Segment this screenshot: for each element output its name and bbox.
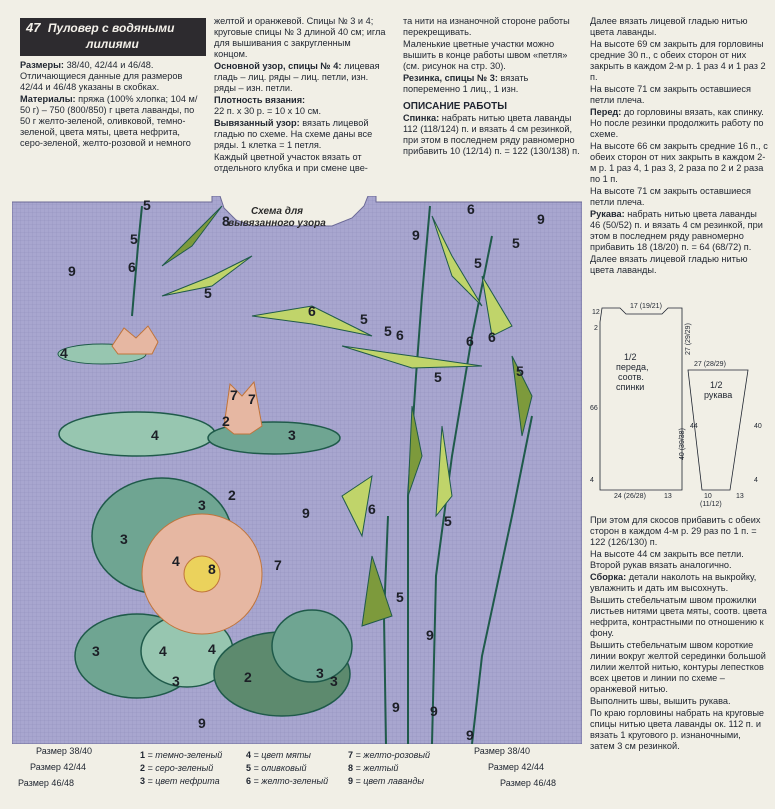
legend-number: 1 [140, 750, 146, 760]
dim-40-39: 40 (39/38) [679, 428, 686, 460]
chart-color-label: 9 [392, 699, 400, 715]
chart-color-label: 3 [198, 497, 206, 513]
legend-number: 4 [246, 750, 252, 760]
col4-p6: Далее вязать лицевой гладью нитью цвета лаванды. [590, 254, 748, 275]
leaf-shape [272, 610, 352, 682]
chart-color-label: 5 [434, 369, 442, 385]
chart-color-label: 9 [412, 227, 420, 243]
chart-color-label: 4 [159, 643, 167, 659]
legend-item [246, 776, 328, 787]
legend-item [348, 776, 424, 787]
big-lily [142, 514, 262, 634]
legend-item [348, 750, 430, 761]
legend-number: 5 [246, 763, 252, 773]
chart-color-label: 9 [198, 715, 206, 731]
leaf-shape [59, 412, 215, 456]
front-half-label [616, 352, 651, 392]
chart-color-label: 4 [60, 345, 68, 361]
pattern-title-line1: Пуловер с водяными [47, 21, 175, 35]
size-marker-left-3: Размер 46/48 [18, 778, 74, 788]
chart-color-label: 6 [368, 501, 376, 517]
front-label-2: переда, [616, 362, 649, 372]
chart-color-label: 7 [230, 387, 238, 403]
knitting-chart [12, 196, 582, 744]
text-column-4b [590, 515, 768, 753]
col3-p1: та нити на изнаночной стороне работы перекрещивать. [403, 16, 570, 37]
back-label: Спинка: [403, 113, 440, 123]
chart-color-label: 6 [396, 327, 404, 343]
text-column-3 [403, 16, 581, 158]
col4-p3: На высоте 71 см закрыть оставшиеся петли плеча. [590, 84, 751, 105]
legend-number: 3 [140, 776, 146, 786]
chart-color-label: 9 [302, 505, 310, 521]
chart-color-label: 5 [360, 311, 368, 327]
pattern-title-line2: лилиями [86, 37, 139, 51]
sizes-label: Размеры: [20, 60, 64, 70]
chart-color-label: 4 [208, 641, 216, 657]
chart-color-label: 5 [396, 589, 404, 605]
schematic-svg [590, 300, 768, 510]
dim-13b: 13 [736, 493, 744, 500]
knit-pattern-label: Вывязанный узор: [214, 118, 300, 128]
chart-color-label: 5 [444, 513, 452, 529]
dim-11-12: (11/12) [700, 501, 722, 508]
chart-color-label: 2 [244, 669, 252, 685]
legend-item [140, 763, 213, 774]
chart-color-label: 9 [426, 627, 434, 643]
chart-color-label: 5 [474, 255, 482, 271]
col4-p4: На высоте 66 см закрыть средние 16 п., с обеих сторон от них закрыть в каждом 2-м р. 1 раз 4, 1 раз 3, 2 раза по 2 и 2 раза по 1 п. [590, 141, 768, 184]
dim-4b: 4 [754, 477, 758, 484]
chart-color-label: 9 [430, 703, 438, 719]
chart-color-label: 3 [120, 531, 128, 547]
sizes-text: 38/40, 42/44 и 46/48. Отличающиеся данные для размеров 42/44 и 46/48 указаны в скобках. [20, 60, 183, 92]
legend-item [140, 750, 222, 761]
legend-number: 7 [348, 750, 354, 760]
col3-p2: Маленькие цветные участки можно вышить в конце работы швом «петля» (см. рисунок на стр. 30). [403, 39, 568, 71]
chart-color-label: 3 [330, 673, 338, 689]
col4b-p5: Выполнить швы, вышить рукава. [590, 696, 731, 706]
col4b-p4: Вышить стебельчатым швом короткие линии вокруг желтой серединки большой лилии желтой нитью, контуры лепестков всех цветов и линии по схеме – оранжевой нитью. [590, 640, 766, 694]
dim-66: 66 [590, 405, 598, 412]
dim-12: 12 [592, 309, 600, 316]
legend-number: 9 [348, 776, 354, 786]
rib-text: вязать попеременно 1 лиц., 1 изн. [403, 73, 529, 94]
col2-p1: желтой и оранжевой. Спицы № 3 и 4; круговые спицы № 3 длиной 40 см; игла для вышивания с закругленным концом. [214, 16, 386, 59]
col4b-p6: По краю горловины набрать на круговые спицы нитью цвета лаванды ок. 112 п. и вязать 1 кругового р. изнаночными, затем 3 см резинкой. [590, 708, 765, 751]
density-label: Плотность вязания: [214, 95, 306, 105]
chart-color-label: 6 [488, 329, 496, 345]
legend-text: = цвет лаванды [355, 776, 424, 786]
dim-24: 24 (26/28) [614, 493, 646, 500]
legend-text: = цвет мяты [253, 750, 311, 760]
front-text: до горловины вязать, как спинку. Но после резинки продолжить работу по схеме. [590, 107, 764, 139]
chart-color-label: 7 [274, 557, 282, 573]
chart-color-label: 2 [222, 413, 230, 429]
dim-10: 10 [704, 493, 712, 500]
legend-item [246, 763, 306, 774]
chart-color-label: 5 [130, 231, 138, 247]
chart-title: Схема для вывязанного узора [228, 206, 326, 229]
legend-text: = оливковый [253, 763, 307, 773]
dim-17: 17 (19/21) [630, 303, 662, 310]
chart-color-label: 6 [466, 333, 474, 349]
description-heading: ОПИСАНИЕ РАБОТЫ [403, 101, 508, 112]
dim-27a: 27 (29/29) [685, 323, 692, 355]
front-label: Перед: [590, 107, 622, 117]
chart-svg [12, 196, 582, 744]
chart-color-label: 5 [384, 323, 392, 339]
legend-number: 6 [246, 776, 252, 786]
legend-number: 2 [140, 763, 146, 773]
dim-13a: 13 [664, 493, 672, 500]
chart-color-label: 3 [288, 427, 296, 443]
back-text: набрать нитью цвета лаванды 112 (118/124) п. и вязать 4 см резинкой, при этом в последнем ряду равномерно прибавить 10 (12/14) п. = 122 (130/138) п. [403, 113, 580, 156]
text-column-1 [20, 60, 204, 150]
chart-color-label: 6 [128, 259, 136, 275]
legend-text: = желто-зеленый [253, 776, 329, 786]
legend-item [246, 750, 311, 761]
chart-color-label: 5 [512, 235, 520, 251]
sleeve-label-1: 1/2 [710, 380, 723, 390]
chart-color-label: 9 [68, 263, 76, 279]
dim-2: 2 [594, 325, 598, 332]
legend-number: 8 [348, 763, 354, 773]
chart-color-label: 3 [172, 673, 180, 689]
legend-text: = желто-розовый [355, 750, 430, 760]
legend-item [348, 763, 398, 774]
size-marker-right-2: Размер 42/44 [488, 762, 544, 772]
col4b-p2: На высоте 44 см закрыть все петли. Второй рукав вязать аналогично. [590, 549, 744, 570]
materials-label: Материалы: [20, 94, 76, 104]
legend-text: = серо-зеленый [147, 763, 214, 773]
chart-color-label: 5 [516, 363, 524, 379]
chart-color-label: 6 [308, 303, 316, 319]
size-marker-right-1: Размер 38/40 [474, 746, 530, 756]
dim-40: 40 [754, 423, 762, 430]
chart-color-label: 7 [248, 391, 256, 407]
chart-color-label: 2 [228, 487, 236, 503]
front-label-4: спинки [616, 382, 645, 392]
size-marker-right-3: Размер 46/48 [500, 778, 556, 788]
col4b-p3: Вышить стебельчатым швом прожилки листьев нитями цвета мяты, соотв. цвета нефрита, контрастными по отношению к фону. [590, 595, 767, 638]
chart-color-label: 8 [222, 213, 230, 229]
legend-text: = темно-зеленый [147, 750, 223, 760]
main-pattern-text: лицевая гладь – лиц. ряды – лиц. петли, изн. ряды – изн. петли. [214, 61, 380, 93]
chart-color-label: 9 [537, 211, 545, 227]
col4-p5: На высоте 71 см закрыть оставшиеся петли плеча. [590, 186, 751, 207]
assembly-label: Сборка: [590, 572, 627, 582]
sleeve-half-label [704, 380, 732, 400]
chart-color-label: 4 [172, 553, 180, 569]
dim-4a: 4 [590, 477, 594, 484]
size-marker-left-1: Размер 38/40 [36, 746, 92, 756]
col4-p2: На высоте 69 см закрыть для горловины средние 30 п., с обеих сторон от них закрыть в каждом 2-м р. 1 раз 4 и 1 раз 2 п. [590, 39, 766, 82]
chart-color-label: 3 [92, 643, 100, 659]
dim-27b: 27 (28/29) [694, 361, 726, 368]
materials-text: пряжа (100% хлопка; 104 м/ 50 г) – 750 (800/850) г цвета лаванды, по 50 г желто-зеленой, оливковой, темно-зеленой, цвета мяты, цвета нефрита, серо-зеленой, желто-розовой и немного [20, 94, 198, 148]
chart-color-label: 3 [316, 665, 324, 681]
main-pattern-label: Основной узор, спицы № 4: [214, 61, 342, 71]
assembly-text: детали наколоть на выкройку, увлажнить и дать им высохнуть. [590, 572, 757, 593]
chart-color-label: 4 [151, 427, 159, 443]
legend-item [140, 776, 220, 787]
chart-color-label: 5 [204, 285, 212, 301]
col4-p1: Далее вязать лицевой гладью нитью цвета лаванды. [590, 16, 748, 37]
density-text: 22 п. х 30 р. = 10 х 10 см. [214, 106, 322, 116]
legend-text: = желтый [355, 763, 399, 773]
text-column-2 [214, 16, 386, 175]
col4b-p1: При этом для скосов прибавить с обеих сторон в каждом 4-м р. 29 раз по 1 п. = 122 (126/130) п. [590, 515, 761, 547]
chart-color-label: 9 [466, 727, 474, 743]
pattern-title [20, 18, 206, 56]
legend-text: = цвет нефрита [147, 776, 220, 786]
rib-label: Резинка, спицы № 3: [403, 73, 498, 83]
dim-44: 44 [690, 423, 698, 430]
garment-schematic [590, 300, 768, 510]
sleeve-label-2: рукава [704, 390, 733, 400]
front-label-1: 1/2 [624, 352, 637, 362]
sleeve-label: Рукава: [590, 209, 625, 219]
pattern-number: 47 [26, 20, 41, 35]
size-marker-left-2: Размер 42/44 [30, 762, 86, 772]
chart-color-label: 8 [208, 561, 216, 577]
col2-p2: Каждый цветной участок вязать от отдельного клубка и при смене цве- [214, 152, 368, 173]
chart-color-label: 6 [467, 201, 475, 217]
sleeve-text: набрать нитью цвета лаванды 46 (50/52) п. и вязать 4 см резинкой, при этом в последнем ряду равномерно прибавить 18 (18/20) п. = 64 (68/72) п. [590, 209, 763, 252]
knit-pattern-text: вязать лицевой гладью по схеме. На схеме даны все ряды. 1 клетка = 1 петля. [214, 118, 373, 150]
text-column-4 [590, 16, 768, 277]
chart-color-label: 5 [143, 197, 151, 213]
front-label-3: соотв. [618, 372, 644, 382]
